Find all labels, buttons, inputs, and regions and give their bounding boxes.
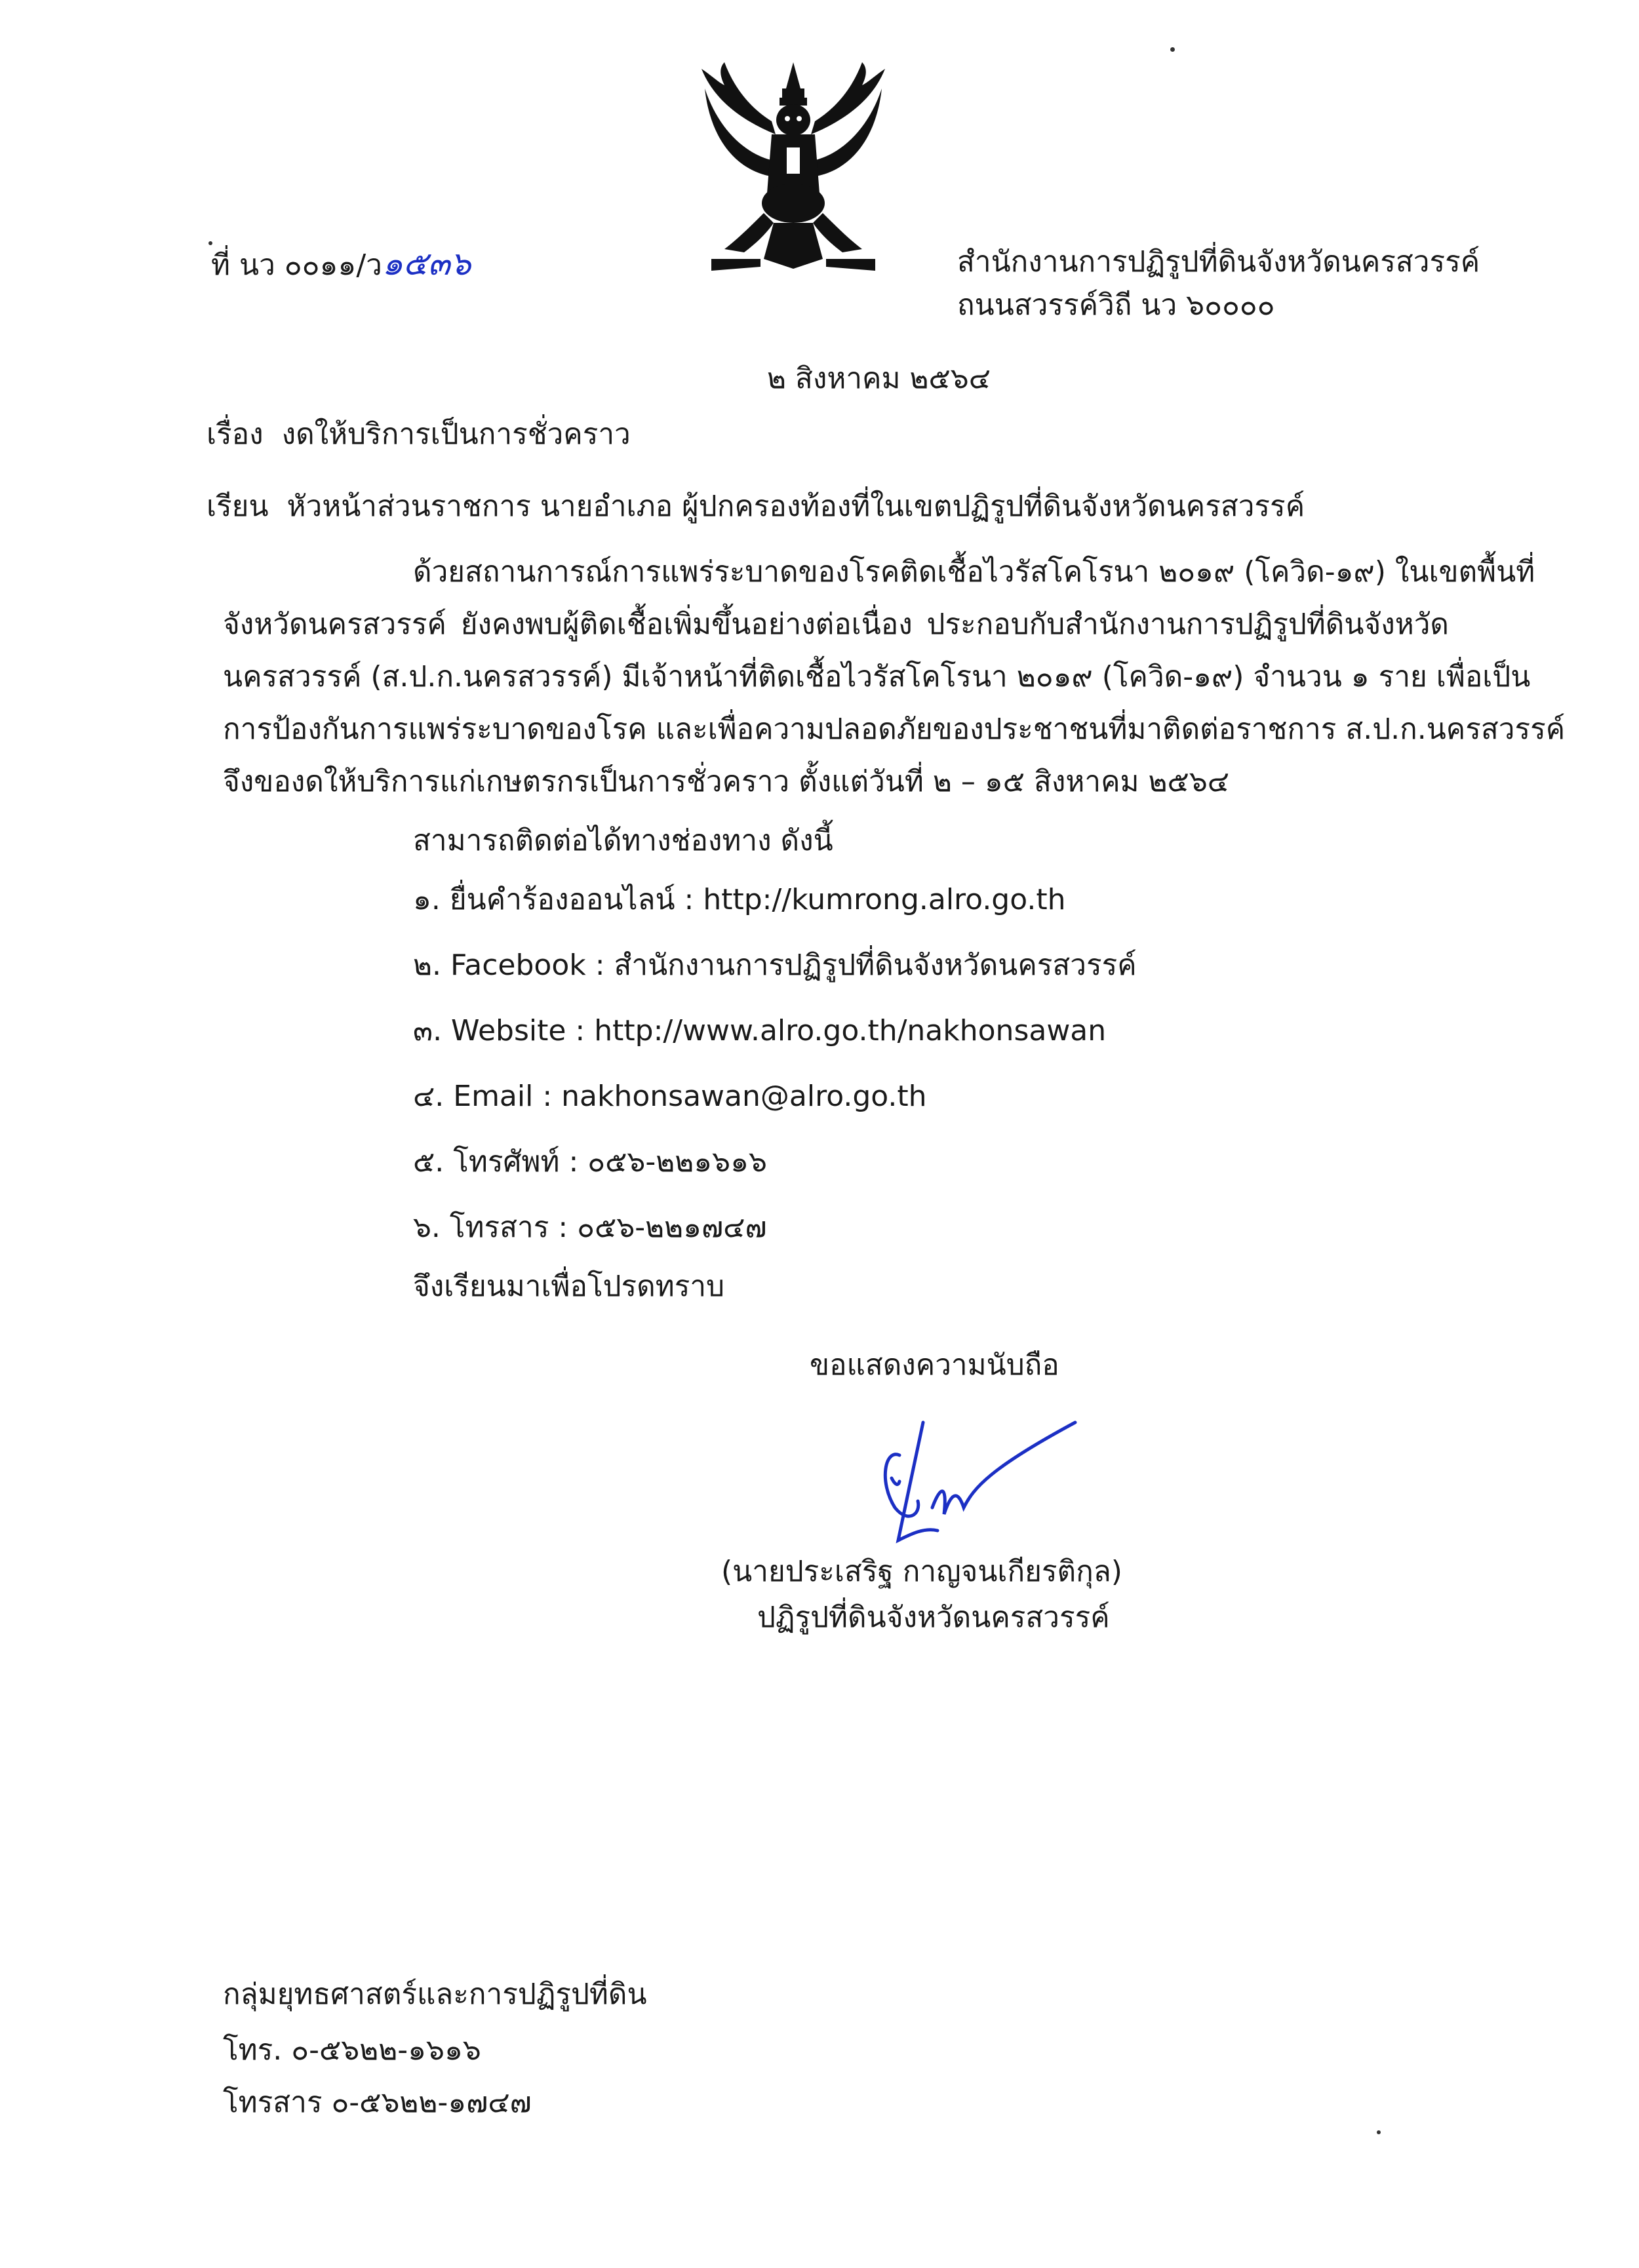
reference-number [211,245,471,284]
scan-speck [1377,2130,1381,2134]
reference-prefix: ที่ นว ๐๐๑๑/ว [211,248,382,282]
signatory-position: ปฏิรูปที่ดินจังหวัดนครสวรรค์ [757,1601,1110,1634]
salutation: ขอแสดงความนับถือ [810,1348,1059,1382]
closing-line: จึงเรียนมาเพื่อโปรดทราบ [413,1270,725,1303]
scan-speck [1170,47,1175,52]
handwritten-reference-number: ๑๕๓๖ [382,244,471,283]
scan-speck [208,241,212,245]
body-line: นครสวรรค์ (ส.ป.ก.นครสวรรค์) มีเจ้าหน้าที่ติดเชื้อไวรัสโคโรนา ๒๐๑๙ (โควิด-๑๙) จำนวน ๑ ราย เพื่อเป็น [223,660,1531,694]
subject-line [207,416,631,453]
contact-item-phone: ๕. โทรศัพท์ : ๐๕๖-๒๒๑๖๑๖ [413,1145,767,1179]
contact-item-email: ๔. Email : nakhonsawan@alro.go.th [413,1080,927,1113]
subject-label: เรื่อง [207,418,264,451]
office-name: สำนักงานการปฏิรูปที่ดินจังหวัดนครสวรรค์ [957,245,1480,279]
recipient-label: เรียน [207,490,269,523]
body-line: จังหวัดนครสวรรค์ ยังคงพบผู้ติดเชื้อเพิ่มขึ้นอย่างต่อเนื่อง ประกอบกับสำนักงานการปฏิรูปที่ดินจังหวัด [223,608,1449,641]
footer-phone: โทร. ๐-๕๖๒๒-๑๖๑๖ [223,2033,481,2067]
letter-date: ๒ สิงหาคม ๒๕๖๔ [767,362,991,395]
body-line: ด้วยสถานการณ์การแพร่ระบาดของโรคติดเชื้อไวรัสโคโรนา ๒๐๑๙ (โควิด-๑๙) ในเขตพื้นที่ [413,555,1535,589]
recipient-line [207,488,1305,525]
contact-item-fax: ๖. โทรสาร : ๐๕๖-๒๒๑๗๔๗ [413,1211,767,1244]
handwritten-signature [859,1409,1082,1554]
garuda-emblem-icon [698,62,888,279]
body-line: จึงของดให้บริการแก่เกษตรกรเป็นการชั่วคราว ตั้งแต่วันที่ ๒ – ๑๕ สิงหาคม ๒๕๖๔ [223,765,1230,798]
contact-item-facebook: ๒. Facebook : สำนักงานการปฏิรูปที่ดินจังหวัดนครสวรรค์ [413,948,1137,982]
contact-item-online-request: ๑. ยื่นคำร้องออนไลน์ : http://kumrong.alro.go.th [413,883,1066,916]
recipient-text: หัวหน้าส่วนราชการ นายอำเภอ ผู้ปกครองท้องที่ในเขตปฏิรูปที่ดินจังหวัดนครสวรรค์ [286,490,1305,523]
signatory-name: (นายประเสริฐ กาญจนเกียรติกุล) [721,1555,1122,1588]
footer-fax: โทรสาร ๐-๕๖๒๒-๑๗๔๗ [223,2086,532,2119]
footer-department: กลุ่มยุทธศาสตร์และการปฏิรูปที่ดิน [223,1978,647,2011]
office-address: ถนนสวรรค์วิถี นว ๖๐๐๐๐ [957,288,1275,322]
body-line: การป้องกันการแพร่ระบาดของโรค และเพื่อความปลอดภัยของประชาชนที่มาติดต่อราชการ ส.ป.ก.นครสวรรค์ [223,713,1566,746]
subject-text: งดให้บริการเป็นการชั่วคราว [281,418,631,451]
contact-intro: สามารถติดต่อได้ทางช่องทาง ดังนี้ [413,824,833,857]
contact-item-website: ๓. Website : http://www.alro.go.th/nakhonsawan [413,1014,1107,1047]
